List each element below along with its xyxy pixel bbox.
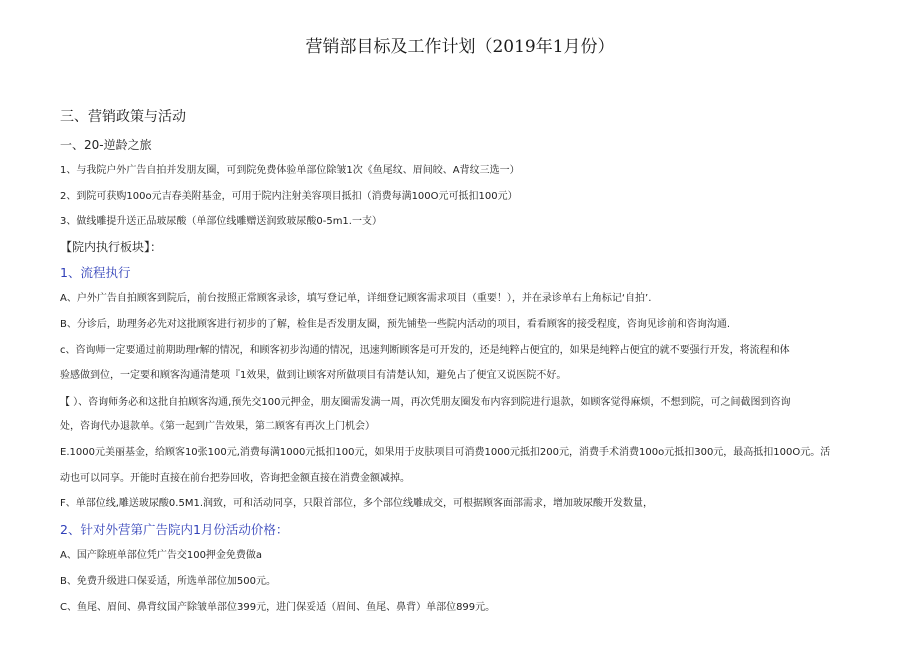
list-item: B、免费升级进口保妥适，所选单部位加500元。 — [60, 576, 276, 587]
list-item: 动也可以同享。开能时直接在前台把券回收，咨询把金额直接在消费金额减掉。 — [60, 473, 410, 484]
list-item: C、鱼尾、眉间、鼻背纹国产除皱单部位399元，进门保妥适（眉间、鱼尾、鼻背）单部位899元。 — [60, 602, 496, 613]
list-item: F、单部位线,雕送玻尿酸0.5M1.润致，可和活动同享，只限首部位，多个部位线雕成交，可根据顾客面部需求，增加玻尿酸开发数量， — [60, 498, 654, 509]
process-heading: 1、流程执行 — [60, 265, 131, 280]
document-title: 营销部目标及工作计划（2019年1月份） — [305, 37, 615, 57]
subsection-heading: 一、20-逆龄之旅 — [60, 138, 152, 152]
list-item: B、分诊后，助理务必先对这批顾客进行初步的了解，检隹是否发朋友圈，预先铺垫一些院内活动的项目，看看顾客的接受程度，咨询见诊前和咨询沟通. — [60, 319, 731, 330]
list-item: A、国产除班单部位凭广告交100押金免费做a — [60, 550, 263, 561]
list-item: E.1000元美丽基金，给顾客10张100元,消费每满1000元抵扣100元，如果用于皮肤项目可消费1000元抵扣200元，消费手术消费100o元抵扣300元，最高抵扣100O元。活 — [60, 447, 831, 458]
list-item: 3、做线雕提升送正品玻尿酸（单部位线雕赠送润致玻尿酸0-5m1.一支） — [60, 216, 382, 227]
block-heading: 【院内执行板块】： — [60, 240, 163, 254]
section-heading: 三、营销政策与活动 — [60, 109, 186, 125]
list-item: c、咨询师一定要通过前期助理r解的情况，和顾客初步沟通的情况，迅速判断顾客是可开发的，还是纯粹占便宜的，如果是纯粹占便宜的就不要强行开发，将流程和体 — [60, 345, 790, 356]
list-item: A、户外广告自拍顾客到院后，前台按照正常顾客录诊，填写登记单，详细登记顾客需求项目（重要！），并在录诊单右上角标记‘自拍’. — [60, 293, 652, 304]
list-item: 1、与我院户外广告自拍并发朋友圈，可到院免费体验单部位除皱1次《鱼尾纹、眉间皎、A背纹三选一） — [60, 165, 520, 176]
list-item: 处，咨询代办退款单。《第一起到广告效果，第二顾客有再次上门机会） — [60, 421, 375, 432]
pricing-heading: 2、针对外营第广告院内1月份活动价格： — [60, 522, 289, 537]
list-item: 2、到院可获购100o元吉春美附基金，可用于院内注射美容项目抵扣（消费每满100O元可抵扣100元） — [60, 191, 518, 202]
list-item: 【 ）、咨询师务必和这批自拍顾客沟通,预先交100元押金，朋友圈需发满一周，再次凭朋友圈发布内容到院进行退款，如顾客觉得麻烦，不想到院，可之间截图到咨询 — [60, 397, 791, 408]
list-item: 验感做到位，一定要和顾客沟通清楚项『1效果，做到让顾客对所做项目有清楚认知，避免占了便宜又说医院不好。 — [60, 370, 567, 381]
